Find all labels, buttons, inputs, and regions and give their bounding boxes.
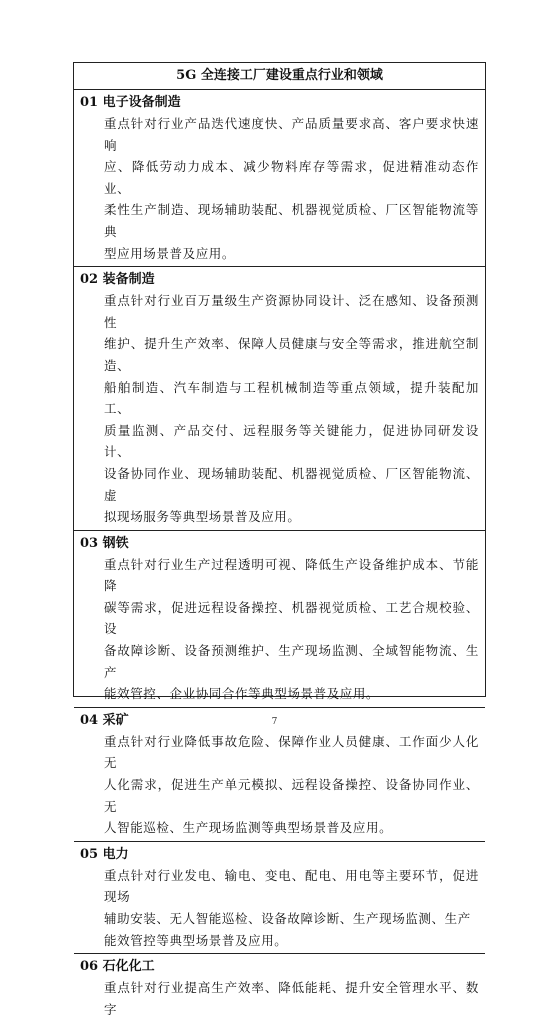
section-line: 辅助安装、无人智能巡检、设备故障诊断、生产现场监测、生产 [104,911,471,926]
table-section [74,267,485,531]
section-heading: 03 钢铁 [80,535,129,551]
sector-table [73,62,486,1017]
table-section [74,531,485,708]
section-heading: 06 石化化工 [80,959,155,975]
section-body [74,731,485,841]
section-line: 维护、提升生产效率、保障人员健康与安全等需求，推进航空制造、 [104,336,479,373]
section-line: 船舶制造、汽车制造与工程机械制造等重点领域，提升装配加工、 [104,379,479,417]
section-line: 质量监测、产品交付、远程服务等关键能力，促进协同研发设计、 [104,422,479,460]
section-line: 应、降低劳动力成本、减少物料库存等需求，促进精准动态作业、 [104,159,479,196]
section-line: 备故障诊断、设备预测维护、生产现场监测、全域智能物流、生产 [104,643,479,680]
table-section [74,90,485,267]
table-section [74,842,485,954]
section-line: 重点针对行业生产过程透明可视、降低生产设备维护成本、节能降 [104,556,479,594]
section-heading: 02 装备制造 [80,272,155,288]
section-line: 重点针对行业降低事故危险、保障作业人员健康、工作面少人化无 [104,733,479,771]
section-body [74,554,485,707]
section-heading: 05 电力 [80,846,129,862]
section-line: 重点针对行业产品迭代速度快、产品质量要求高、客户要求快速响 [104,116,479,153]
section-line: 型应用场景普及应用。 [104,245,236,261]
section-body [74,113,485,266]
section-line: 拟现场服务等典型场景普及应用。 [104,509,301,525]
section-line: 柔性生产制造、现场辅助装配、机器视觉质检、厂区智能物流等典 [104,202,479,239]
table-title: 5G 全连接工厂建设重点行业和领域 [74,63,485,90]
section-line: 能效管控、企业协同合作等典型场景普及应用。 [104,686,380,702]
section-body [74,290,485,530]
section-line: 重点针对行业提高生产效率、降低能耗、提升安全管理水平、数字 [104,980,479,1017]
section-line: 重点针对行业百万量级生产资源协同设计、泛在感知、设备预测性 [104,293,479,330]
section-body [74,865,485,953]
table-section [74,954,485,1022]
section-line: 能效管控等典型场景普及应用。 [104,932,288,948]
page-number: 7 [271,717,278,727]
section-line: 人化需求，促进生产单元模拟、远程设备操控、设备协同作业、无 [104,777,479,814]
section-body [74,977,485,1022]
section-line: 设备协同作业、现场辅助装配、机器视觉质检、厂区智能物流、虚 [104,465,479,503]
table-section [74,708,485,842]
section-line: 人智能巡检、生产现场监测等典型场景普及应用。 [104,820,393,836]
table-sections [74,90,485,1022]
section-line: 碳等需求，促进远程设备操控、机器视觉质检、工艺合规校验、设 [104,599,479,637]
section-heading: 01 电子设备制造 [80,95,181,110]
section-line: 重点针对行业发电、输电、变电、配电、用电等主要环节，促进现场 [104,867,479,905]
section-heading: 04 采矿 [80,712,129,728]
